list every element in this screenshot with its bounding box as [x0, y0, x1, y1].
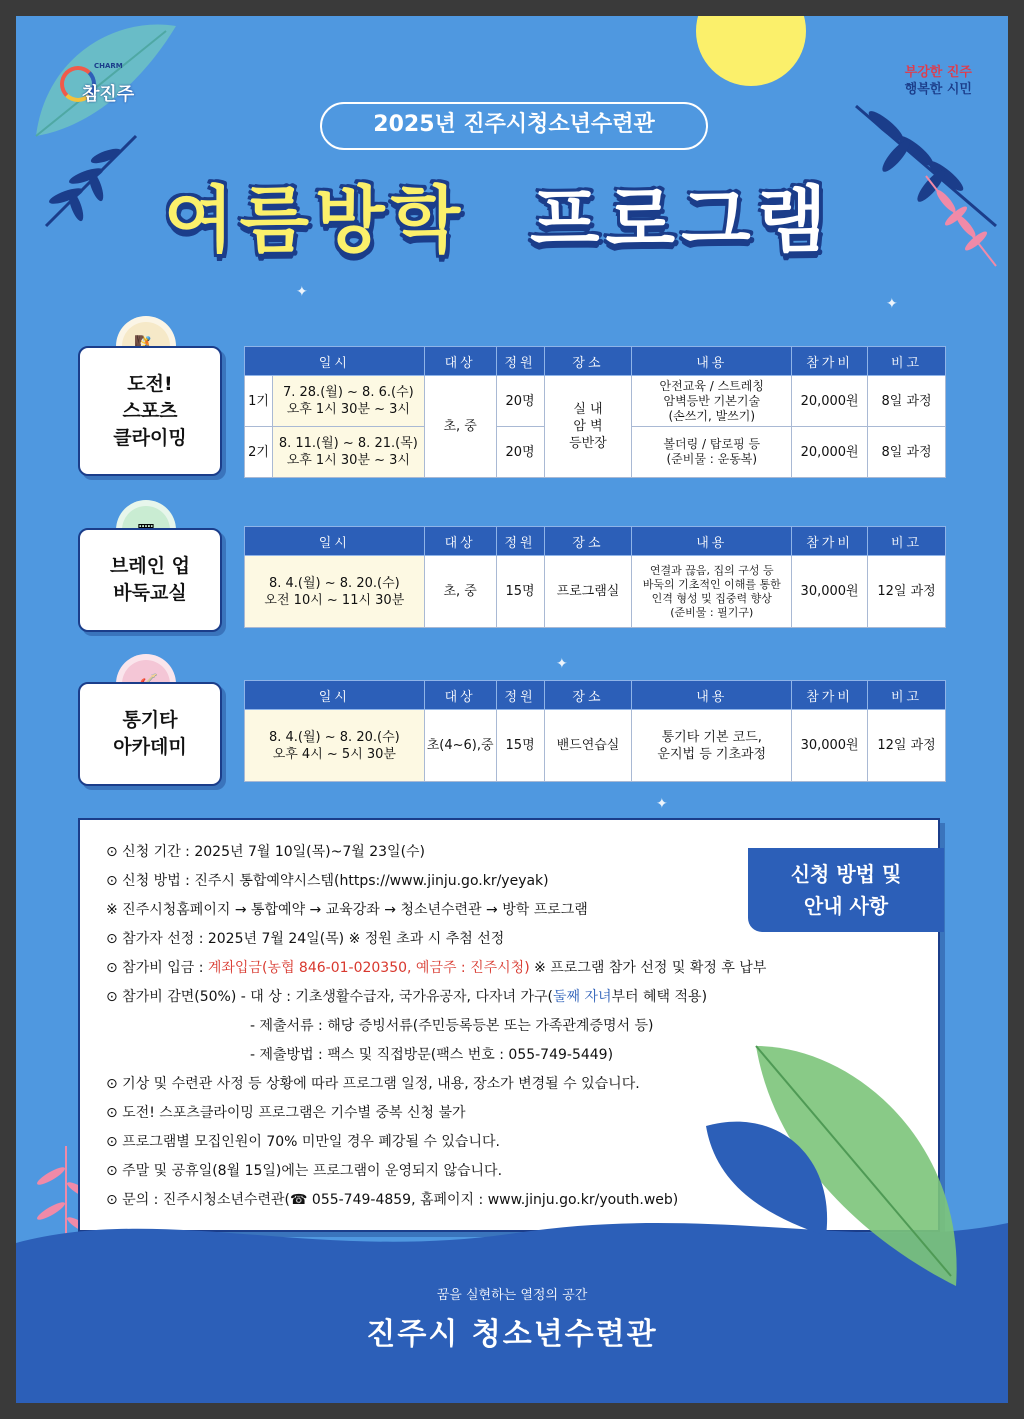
header-date: 일시 [245, 347, 425, 376]
program-badge-guitar [78, 682, 222, 786]
program-name: 도전! 스포츠 클라이밍 [113, 372, 187, 449]
info-item-period: ⊙ 신청 기간 : 2025년 7월 10일(목)~7월 23일(수) [106, 844, 426, 860]
poster-subtitle: 2025년 진주시청소년수련관 [320, 102, 708, 150]
fee: 20,000원 [792, 427, 868, 478]
info-item-changes: ⊙ 기상 및 수련관 사정 등 상황에 따라 프로그램 일정, 내용, 장소가 변경될 수 있습니다. [106, 1076, 640, 1092]
header-capacity: 정원 [496, 681, 544, 710]
header-note: 비고 [868, 527, 946, 556]
session-time: 오전 10시 ~ 11시 30분 [264, 592, 405, 608]
footer [16, 1284, 1008, 1353]
target: 초, 중 [424, 556, 496, 628]
info-item-method: ⊙ 신청 방법 : 진주시 통합예약시스템(https://www.jinju.go.kr/yeyak) [106, 873, 549, 889]
info-list [106, 838, 766, 1215]
info-item-duplicate: ⊙ 도전! 스포츠클라이밍 프로그램은 기수별 중복 신청 불가 [106, 1105, 466, 1121]
logo-small-text: CHARM [94, 62, 123, 70]
content-bottom: 볼더링 / 탑로핑 등 (준비물 : 운동복) [632, 427, 792, 478]
header-place: 장소 [544, 527, 632, 556]
payment-label: ⊙ 참가비 입금 : [106, 960, 208, 976]
header-fee: 참가비 [792, 347, 868, 376]
session-date: 8. 11.(월) ~ 8. 21.(목) [278, 436, 418, 451]
header-target: 대상 [424, 347, 496, 376]
capacity: 15명 [496, 556, 544, 628]
footer-org-name: 진주시 청소년수련관 [366, 1317, 658, 1352]
footer-tagline: 꿈을 실현하는 열정의 공간 [436, 1288, 588, 1303]
capacity: 15명 [496, 710, 544, 782]
program-badge-baduk [78, 528, 222, 632]
header-date: 일시 [245, 681, 425, 710]
slogan-line-2: 행복한 시민 [904, 82, 972, 97]
info-item-submission: - 제출방법 : 팩스 및 직접방문(팩스 번호 : 055-749-5449) [250, 1047, 614, 1063]
fee: 30,000원 [792, 710, 868, 782]
session-date-cell [245, 556, 425, 628]
poster [16, 16, 1008, 1403]
payment-note: ※ 프로그램 참가 선정 및 확정 후 납부 [529, 960, 767, 976]
note: 12일 과정 [868, 556, 946, 628]
note: 8일 과정 [868, 427, 946, 478]
fee: 20,000원 [792, 376, 868, 427]
header-note: 비고 [868, 347, 946, 376]
discount-label: ⊙ 참가비 감면(50%) - 대 상 : 기초생활수급자, 국가유공자, 다자녀 가구( [106, 989, 553, 1005]
capacity: 20명 [496, 376, 544, 427]
sparkle-icon: ✦ [886, 296, 898, 312]
logo-text: 참진주 [82, 84, 135, 105]
pink-fern-decoration [916, 166, 1006, 276]
session-date-cell [245, 710, 425, 782]
title-part-1: 여름방학 [164, 178, 467, 262]
discount-highlight: 둘째 자녀 [552, 989, 612, 1005]
slogan-line-1: 부강한 진주 [904, 65, 972, 80]
session-time: 오후 4시 ~ 5시 30분 [272, 746, 396, 762]
sparkle-icon: ✦ [296, 284, 308, 300]
header-content: 내용 [632, 347, 792, 376]
header-fee: 참가비 [792, 681, 868, 710]
poster-title [154, 172, 870, 272]
header-target: 대상 [424, 527, 496, 556]
program-name: 브레인 업 바둑교실 [109, 555, 191, 604]
sparkle-icon: ✦ [656, 796, 668, 812]
note: 12일 과정 [868, 710, 946, 782]
session-date: 8. 4.(월) ~ 8. 20.(수) [268, 575, 400, 591]
header-content: 내용 [632, 681, 792, 710]
session-time: 오후 1시 30분 ~ 3시 [286, 402, 410, 417]
program-badge-climbing [78, 346, 222, 476]
info-item-documents: - 제출서류 : 해당 증빙서류(주민등록등본 또는 가족관계증명서 등) [250, 1018, 654, 1034]
header-content: 내용 [632, 527, 792, 556]
info-item-payment [106, 954, 766, 983]
program-table-baduk [244, 526, 946, 628]
header-note: 비고 [868, 681, 946, 710]
info-tag: 신청 방법 및 안내 사항 [748, 848, 944, 932]
header-target: 대상 [424, 681, 496, 710]
blue-leaf-decoration [696, 1096, 846, 1246]
target: 초, 중 [424, 376, 496, 478]
place: 프로그램실 [544, 556, 632, 628]
header-fee: 참가비 [792, 527, 868, 556]
session-date: 7. 28.(월) ~ 8. 6.(수) [282, 385, 414, 400]
session-date-cell [272, 427, 424, 478]
info-item-cancel: ⊙ 프로그램별 모집인원이 70% 미만일 경우 폐강될 수 있습니다. [106, 1134, 500, 1150]
session-time: 오후 1시 30분 ~ 3시 [286, 453, 410, 468]
content: 통기타 기본 코드, 운지법 등 기초과정 [632, 710, 792, 782]
content: 연결과 끊음, 집의 구성 등 바둑의 기초적인 이해를 통한 인격 형성 및 집중력 향상 (준비물 : 필기구) [632, 556, 792, 628]
title-part-2: 프로그램 [530, 178, 833, 262]
note: 8일 과정 [868, 376, 946, 427]
session-term: 1기 [245, 376, 273, 427]
sun-decoration [696, 16, 806, 86]
header-capacity: 정원 [496, 347, 544, 376]
capacity: 20명 [496, 427, 544, 478]
info-item-discount [106, 983, 766, 1012]
header-place: 장소 [544, 347, 632, 376]
city-logo [60, 60, 140, 110]
info-item-contact: ⊙ 문의 : 진주시청소년수련관(☎ 055-749-4859, 홈페이지 : www.jinju.go.kr/youth.web) [106, 1192, 679, 1208]
info-item-path: ※ 진주시청홈페이지 → 통합예약 → 교육강좌 → 청소년수련관 → 방학 프로그램 [106, 902, 588, 918]
program-table-guitar [244, 680, 946, 782]
content-top: 안전교육 / 스트레칭 암벽등반 기본기술 (손쓰기, 발쓰기) [632, 376, 792, 427]
place: 실 내 암 벽 등반장 [544, 376, 632, 478]
sparkle-icon: ✦ [556, 656, 568, 672]
place: 밴드연습실 [544, 710, 632, 782]
program-table-climbing [244, 346, 946, 478]
info-item-selection: ⊙ 참가자 선정 : 2025년 7월 24일(목) ※ 정원 초과 시 추첨 선정 [106, 931, 505, 947]
header-date: 일시 [245, 527, 425, 556]
session-date: 8. 4.(월) ~ 8. 20.(수) [268, 729, 400, 745]
city-slogan [905, 64, 972, 98]
session-date-cell [272, 376, 424, 427]
header-capacity: 정원 [496, 527, 544, 556]
target: 초(4~6),중 [424, 710, 496, 782]
info-item-holiday: ⊙ 주말 및 공휴일(8월 15일)에는 프로그램이 운영되지 않습니다. [106, 1163, 503, 1179]
program-name: 통기타 아카데미 [113, 709, 187, 758]
payment-account: 계좌입금(농협 846-01-020350, 예금주 : 진주시청) [207, 960, 530, 976]
header-place: 장소 [544, 681, 632, 710]
discount-tail: 부터 혜택 적용) [611, 989, 708, 1005]
fee: 30,000원 [792, 556, 868, 628]
session-term: 2기 [245, 427, 273, 478]
fern-leaf-decoration [36, 126, 146, 236]
